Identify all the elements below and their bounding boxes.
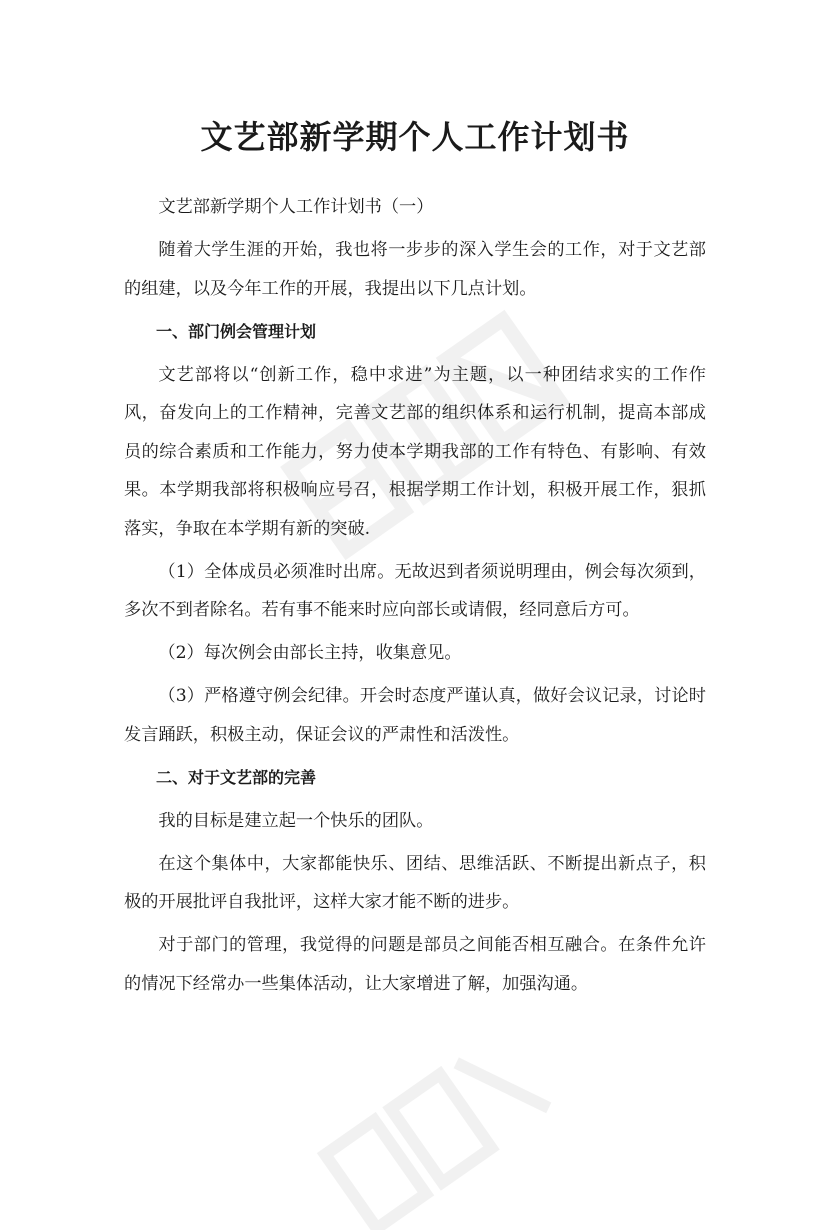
paragraph-intro: 随着大学生涯的开始，我也将一步步的深入学生会的工作，对于文艺部的组建，以及今年工作的开展，我提出以下几点计划。 <box>124 240 706 299</box>
section-heading-meeting: 一、部门例会管理计划 <box>156 321 317 341</box>
paragraph-theme: 文艺部将以“创新工作，稳中求进”为主题，以一种团结求实的工作作风，奋发向上的工作精神，完善文艺部的组织体系和运行机制，提高本部成员的综合素质和工作能力，努力使本学期我部的工作有特色、有影响、有效果。本学期我部将积极响应号召，根据学期工作计划，积极开展工作，狠抓落实，争取在本学期有新的突破. <box>124 364 706 539</box>
watermark-icon-bottom <box>300 1030 560 1230</box>
section-heading-improvement: 二、对于文艺部的完善 <box>156 767 317 787</box>
document-title: 文艺部新学期个人工作计划书 <box>200 118 630 156</box>
document-body <box>124 188 706 1008</box>
paragraph-management: 对于部门的管理，我觉得的问题是部员之间能否相互融合。在条件允许的情况下经常办一些集体活动，让大家增进了解，加强沟通。 <box>124 935 706 994</box>
paragraph-subtitle: 文艺部新学期个人工作计划书（一） <box>158 197 434 217</box>
paragraph-rule-2: （2）每次例会由部长主持，收集意见。 <box>158 643 462 663</box>
paragraph-rule-3: （3）严格遵守例会纪律。开会时态度严谨认真，做好会议记录，讨论时发言踊跃，积极主动，保证会议的严肃性和活泼性。 <box>124 686 706 745</box>
paragraph-collective: 在这个集体中，大家都能快乐、团结、思维活跃、不断提出新点子，积极的开展批评自我批评，这样大家才能不断的进步。 <box>124 853 706 912</box>
paragraph-rule-1: （1）全体成员必须准时出席。无故迟到者须说明理由，例会每次须到，多次不到者除名。若有事不能来时应向部长或请假，经同意后方可。 <box>124 561 706 620</box>
paragraph-goal: 我的目标是建立起一个快乐的团队。 <box>158 810 434 831</box>
